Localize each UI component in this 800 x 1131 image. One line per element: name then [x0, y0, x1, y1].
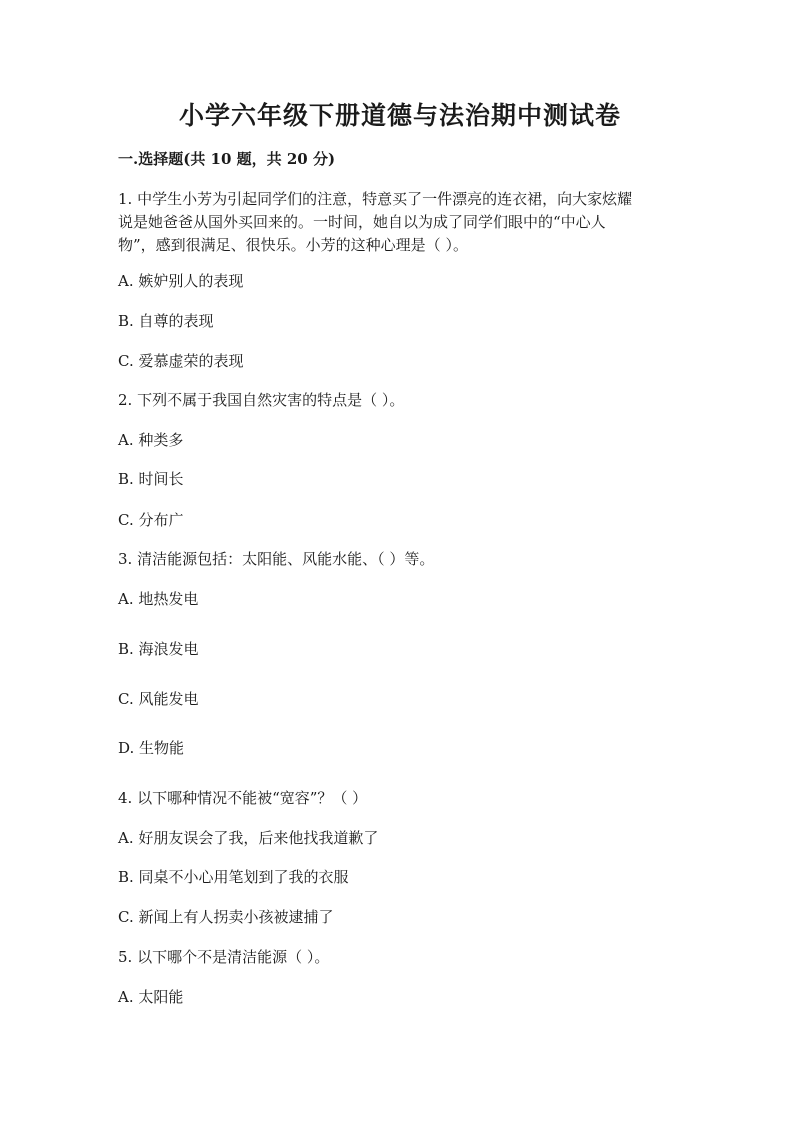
- question-4-stem: 4. 以下哪种情况不能被“宽容”？（ ）: [118, 789, 368, 807]
- question-4-option-a: A. 好朋友误会了我，后来他找我道歉了: [118, 829, 379, 847]
- question-3-option-b: B. 海浪发电: [118, 640, 199, 658]
- question-1-stem-line-2: 说是她爸爸从国外买回来的。一时间，她自以为成了同学们眼中的“中心人: [118, 213, 606, 231]
- question-1-option-a: A. 嫉妒别人的表现: [118, 272, 244, 290]
- question-5-option-a: A. 太阳能: [118, 988, 184, 1006]
- question-4-option-b: B. 同桌不小心用笔划到了我的衣服: [118, 868, 349, 886]
- question-3-option-a: A. 地热发电: [118, 590, 199, 608]
- page-title: 小学六年级下册道德与法治期中测试卷: [178, 101, 621, 130]
- question-3-option-c: C. 风能发电: [118, 690, 199, 708]
- question-1-stem-line-1: 1. 中学生小芳为引起同学们的注意，特意买了一件漂亮的连衣裙，向大家炫耀: [118, 190, 633, 208]
- question-5-stem: 5. 以下哪个不是清洁能源（ ）。: [118, 948, 330, 966]
- question-2-option-c: C. 分布广: [118, 511, 184, 529]
- question-1-stem-line-3: 物”，感到很满足、很快乐。小芳的这种心理是（ ）。: [118, 236, 468, 254]
- question-1-option-c: C. 爱慕虚荣的表现: [118, 352, 244, 370]
- question-2-option-b: B. 时间长: [118, 470, 184, 488]
- question-3-option-d: D. 生物能: [118, 739, 185, 757]
- question-4-option-c: C. 新闻上有人拐卖小孩被逮捕了: [118, 908, 334, 926]
- question-2-stem: 2. 下列不属于我国自然灾害的特点是（ ）。: [118, 391, 405, 409]
- section-heading: 一.选择题(共 10 题，共 20 分): [118, 150, 336, 168]
- question-1-option-b: B. 自尊的表现: [118, 312, 214, 330]
- question-3-stem: 3. 清洁能源包括：太阳能、风能水能、（ ）等。: [118, 550, 435, 568]
- question-2-option-a: A. 种类多: [118, 431, 184, 449]
